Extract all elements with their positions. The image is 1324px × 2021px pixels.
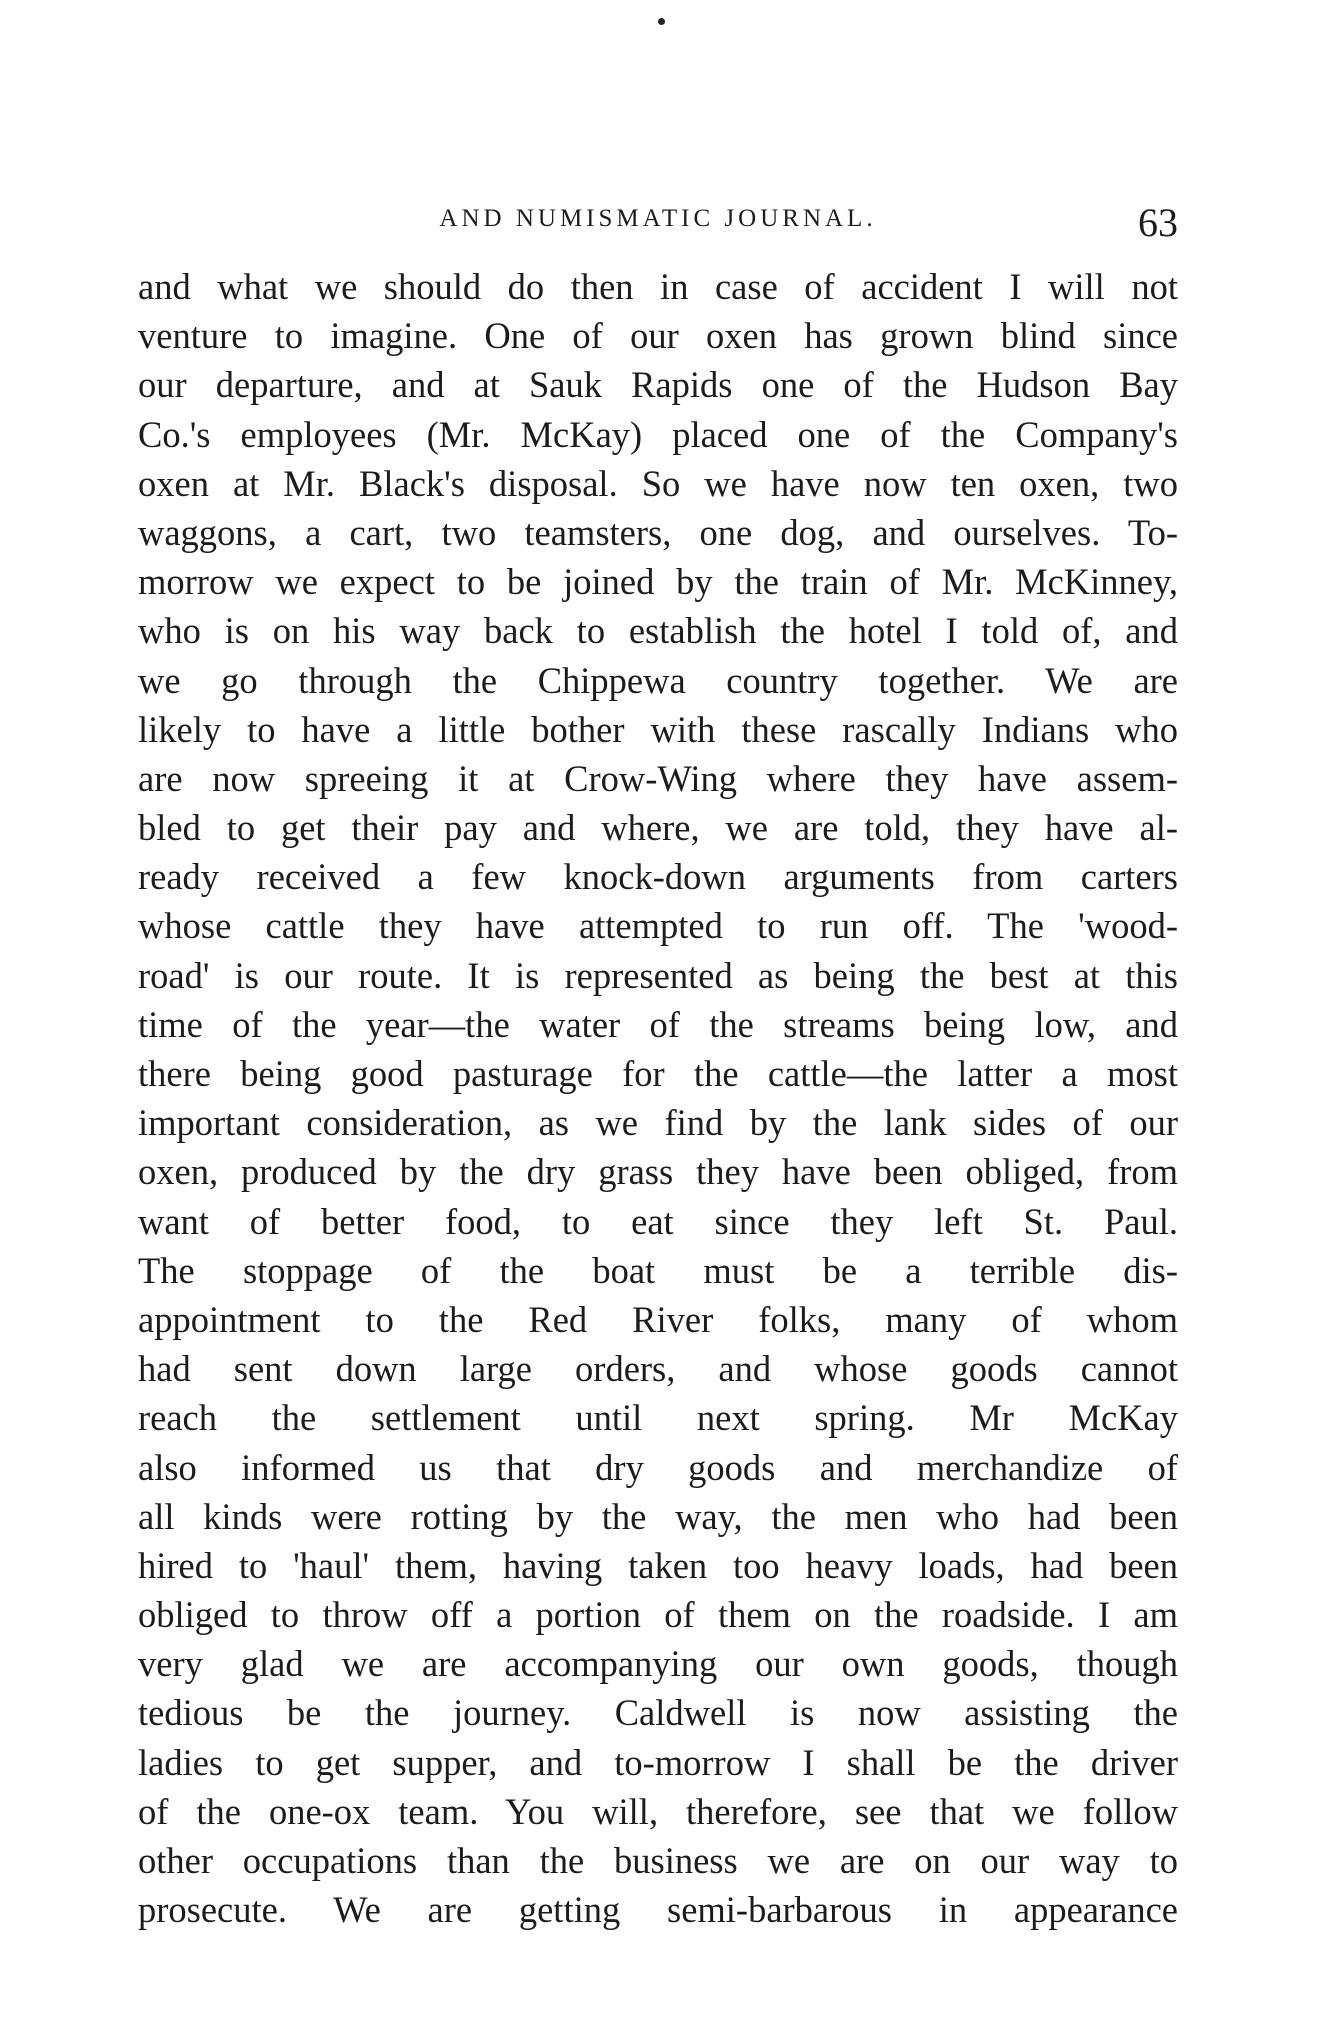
text-line: very glad we are accompanying our own goods, though bbox=[138, 1643, 1178, 1685]
text-line: The stoppage of the boat must be a terrible dis- bbox=[138, 1249, 1178, 1291]
text-line: morrow we expect to be joined by the train of Mr. McKinney, bbox=[138, 561, 1178, 603]
text-line: oxen at Mr. Black's disposal. So we have now ten oxen, two bbox=[138, 462, 1178, 504]
text-line: ready received a few knock-down arguments from carters bbox=[138, 856, 1178, 898]
text-line: waggons, a cart, two teamsters, one dog, and ourselves. To- bbox=[138, 511, 1178, 553]
text-line: bled to get their pay and where, we are told, they have al- bbox=[138, 807, 1178, 849]
text-line: our departure, and at Sauk Rapids one of the Hudson Bay bbox=[138, 364, 1178, 406]
text-line: oxen, produced by the dry grass they have been obliged, from bbox=[138, 1151, 1178, 1193]
text-line: also informed us that dry goods and merchandize of bbox=[138, 1446, 1178, 1488]
text-line: important consideration, as we find by the lank sides of our bbox=[138, 1102, 1178, 1144]
text-line: are now spreeing it at Crow-Wing where they have assem- bbox=[138, 757, 1178, 799]
page-number: 63 bbox=[1138, 200, 1178, 245]
text-line: hired to 'haul' them, having taken too heavy loads, had been bbox=[138, 1544, 1178, 1586]
text-line: we go through the Chippewa country together. We are bbox=[138, 659, 1178, 701]
text-line: likely to have a little bother with these rascally Indians who bbox=[138, 708, 1178, 750]
text-line: reach the settlement until next spring. Mr McKay bbox=[138, 1397, 1178, 1439]
text-line: had sent down large orders, and whose goods cannot bbox=[138, 1348, 1178, 1390]
ink-speck bbox=[658, 18, 665, 25]
text-line: who is on his way back to establish the hotel I told of, and bbox=[138, 610, 1178, 652]
text-line: prosecute. We are getting semi-barbarous in appearance bbox=[138, 1889, 1178, 1931]
text-line: ladies to get supper, and to-morrow I shall be the driver bbox=[138, 1741, 1178, 1783]
text-line: of the one-ox team. You will, therefore, see that we follow bbox=[138, 1790, 1178, 1832]
running-head-title: AND NUMISMATIC JOURNAL. bbox=[439, 205, 877, 232]
text-line: there being good pasturage for the cattle—the latter a most bbox=[138, 1053, 1178, 1094]
text-line: and what we should do then in case of accident I will not bbox=[138, 266, 1178, 307]
text-line: venture to imagine. One of our oxen has grown blind since bbox=[138, 315, 1178, 357]
text-line: want of better food, to eat since they left St. Paul. bbox=[138, 1200, 1178, 1242]
text-line: appointment to the Red River folks, many of whom bbox=[138, 1298, 1178, 1340]
text-line: time of the year—the water of the streams being low, and bbox=[138, 1003, 1178, 1045]
running-head bbox=[138, 200, 1178, 245]
text-line: whose cattle they have attempted to run off. The 'wood- bbox=[138, 905, 1178, 947]
text-line: other occupations than the business we are on our way to bbox=[138, 1840, 1178, 1881]
text-line: obliged to throw off a portion of them on the roadside. I am bbox=[138, 1594, 1178, 1636]
text-line: tedious be the journey. Caldwell is now assisting the bbox=[138, 1692, 1178, 1734]
text-line: all kinds were rotting by the way, the men who had been bbox=[138, 1495, 1178, 1537]
text-line: road' is our route. It is represented as being the best at this bbox=[138, 954, 1178, 996]
body-text bbox=[138, 262, 1178, 1942]
text-line: Co.'s employees (Mr. McKay) placed one of the Company's bbox=[138, 413, 1178, 455]
